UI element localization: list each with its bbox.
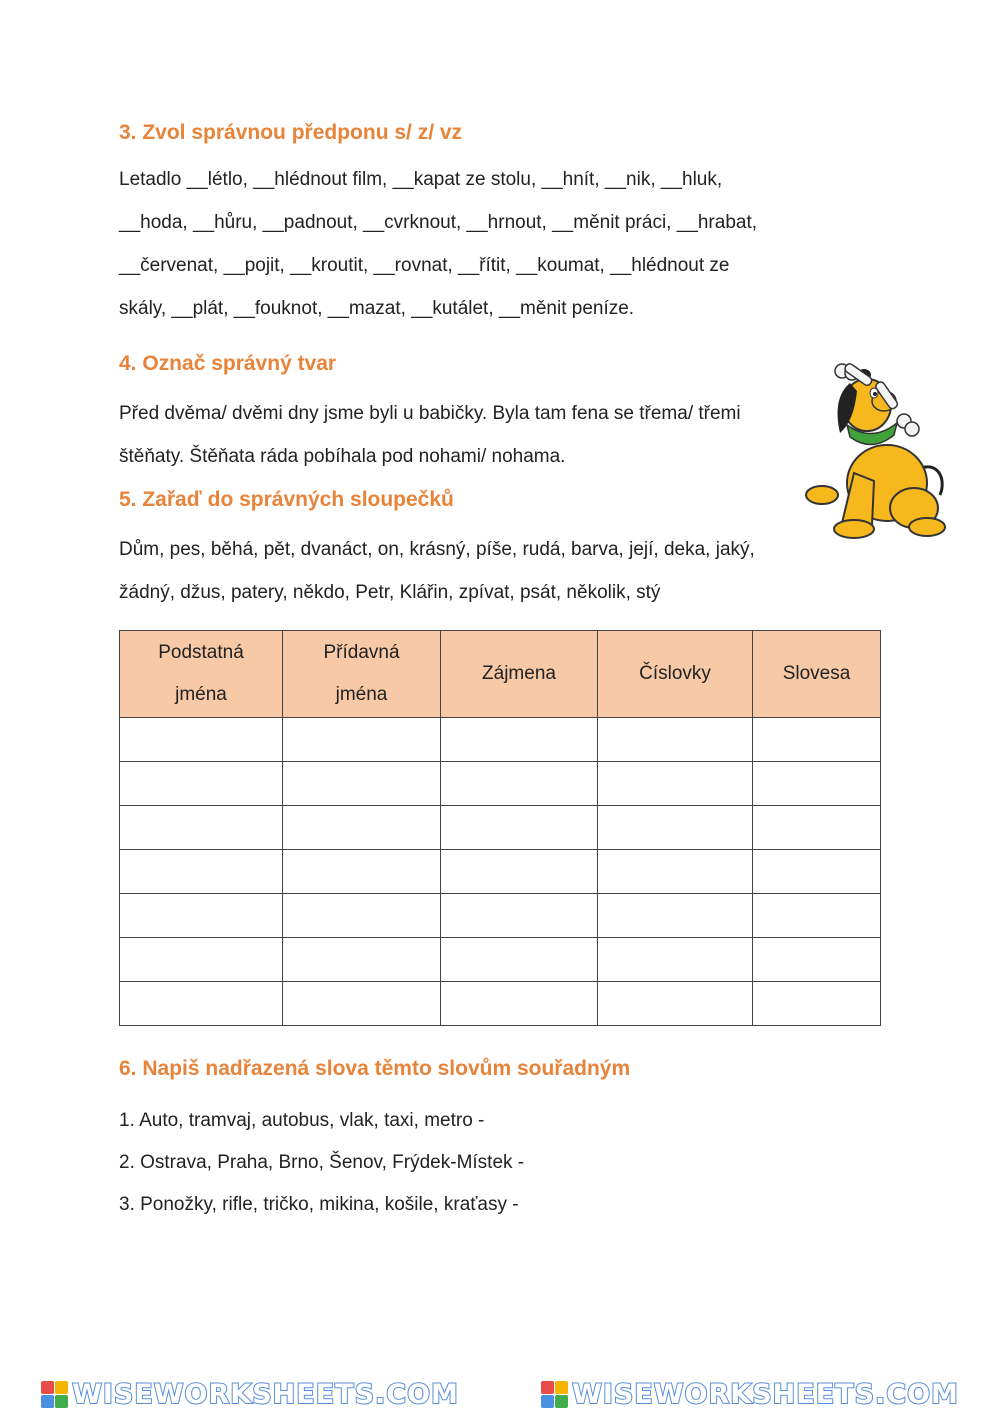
exercise-4-line: štěňaty. Štěňata ráda pobíhala pod nohami/ nohama. [119, 446, 566, 467]
column-header-adjectives: Přídavná jména [283, 631, 441, 718]
table-row [120, 938, 881, 982]
answer-cell[interactable] [441, 938, 598, 982]
exercise-3-line: __červenat, __pojit, __kroutit, __rovnat, __řítit, __koumat, __hlédnout ze [119, 255, 730, 276]
table-header-row [120, 631, 881, 718]
table-row [120, 894, 881, 938]
table-row [120, 806, 881, 850]
exercise-3-heading: 3. Zvol správnou předponu s/ z/ vz [119, 121, 463, 144]
answer-cell[interactable] [120, 762, 283, 806]
cartoon-dog-illustration [802, 363, 947, 541]
answer-cell[interactable] [598, 894, 753, 938]
answer-cell[interactable] [283, 806, 441, 850]
exercise-4-line: Před dvěma/ dvěmi dny jsme byli u babičky. Byla tam fena se třema/ třemi [119, 403, 741, 424]
exercise-5-text [119, 528, 755, 614]
table-row [120, 762, 881, 806]
exercise-4-heading: 4. Označ správný tvar [119, 352, 337, 375]
exercise-5-heading: 5. Zařaď do správných sloupečků [119, 488, 454, 511]
answer-cell[interactable] [283, 762, 441, 806]
brand-text: WISEWORKSHEETS.COM [572, 1379, 959, 1410]
answer-cell[interactable] [441, 850, 598, 894]
exercise-6-list [119, 1100, 524, 1226]
answer-cell[interactable] [598, 806, 753, 850]
answer-cell[interactable] [753, 718, 881, 762]
exercise-4-text [119, 392, 741, 478]
answer-cell[interactable] [753, 850, 881, 894]
footer-watermark [0, 1376, 1000, 1413]
answer-cell[interactable] [598, 938, 753, 982]
brand-left [41, 1379, 459, 1410]
exercise-3-line: __hoda, __hůru, __padnout, __cvrknout, __hrnout, __měnit práci, __hrabat, [119, 212, 758, 233]
exercise-6-heading: 6. Napiš nadřazená slova těmto slovům souřadným [119, 1057, 631, 1080]
table-row [120, 718, 881, 762]
answer-cell[interactable] [598, 982, 753, 1026]
answer-cell[interactable] [283, 850, 441, 894]
column-header-verbs: Slovesa [753, 631, 881, 718]
answer-cell[interactable] [120, 982, 283, 1026]
answer-cell[interactable] [120, 718, 283, 762]
answer-cell[interactable] [441, 806, 598, 850]
word-category-table [119, 630, 881, 1026]
column-header-nouns: Podstatná jména [120, 631, 283, 718]
table-row [120, 982, 881, 1026]
answer-cell[interactable] [753, 806, 881, 850]
exercise-3-line: Letadlo __létlo, __hlédnout film, __kapat ze stolu, __hnít, __nik, __hluk, [119, 169, 723, 190]
answer-cell[interactable] [441, 894, 598, 938]
brand-logo-icon [541, 1381, 568, 1408]
answer-cell[interactable] [753, 762, 881, 806]
answer-cell[interactable] [283, 894, 441, 938]
answer-cell[interactable] [120, 894, 283, 938]
answer-cell[interactable] [753, 938, 881, 982]
list-item: 1. Auto, tramvaj, autobus, vlak, taxi, metro - [119, 1110, 485, 1131]
answer-cell[interactable] [753, 894, 881, 938]
list-item: 3. Ponožky, rifle, tričko, mikina, košile, kraťasy - [119, 1194, 519, 1215]
exercise-3-text [119, 158, 757, 330]
answer-cell[interactable] [441, 762, 598, 806]
column-header-numerals: Číslovky [598, 631, 753, 718]
answer-cell[interactable] [283, 718, 441, 762]
exercise-5-line: žádný, džus, patery, někdo, Petr, Klářin, zpívat, psát, několik, stý [119, 582, 661, 603]
answer-cell[interactable] [598, 850, 753, 894]
answer-cell[interactable] [120, 806, 283, 850]
table-row [120, 850, 881, 894]
answer-cell[interactable] [120, 850, 283, 894]
column-header-pronouns: Zájmena [441, 631, 598, 718]
answer-cell[interactable] [283, 938, 441, 982]
answer-cell[interactable] [753, 982, 881, 1026]
brand-right [541, 1379, 959, 1410]
answer-cell[interactable] [441, 718, 598, 762]
answer-cell[interactable] [598, 762, 753, 806]
answer-cell[interactable] [283, 982, 441, 1026]
answer-cell[interactable] [598, 718, 753, 762]
brand-text: WISEWORKSHEETS.COM [72, 1379, 459, 1410]
brand-logo-icon [41, 1381, 68, 1408]
exercise-3-line: skály, __plát, __fouknot, __mazat, __kutálet, __měnit peníze. [119, 298, 635, 319]
answer-cell[interactable] [441, 982, 598, 1026]
exercise-5-line: Dům, pes, běhá, pět, dvanáct, on, krásný, píše, rudá, barva, její, deka, jaký, [119, 539, 755, 560]
answer-cell[interactable] [120, 938, 283, 982]
list-item: 2. Ostrava, Praha, Brno, Šenov, Frýdek-Místek - [119, 1152, 525, 1173]
